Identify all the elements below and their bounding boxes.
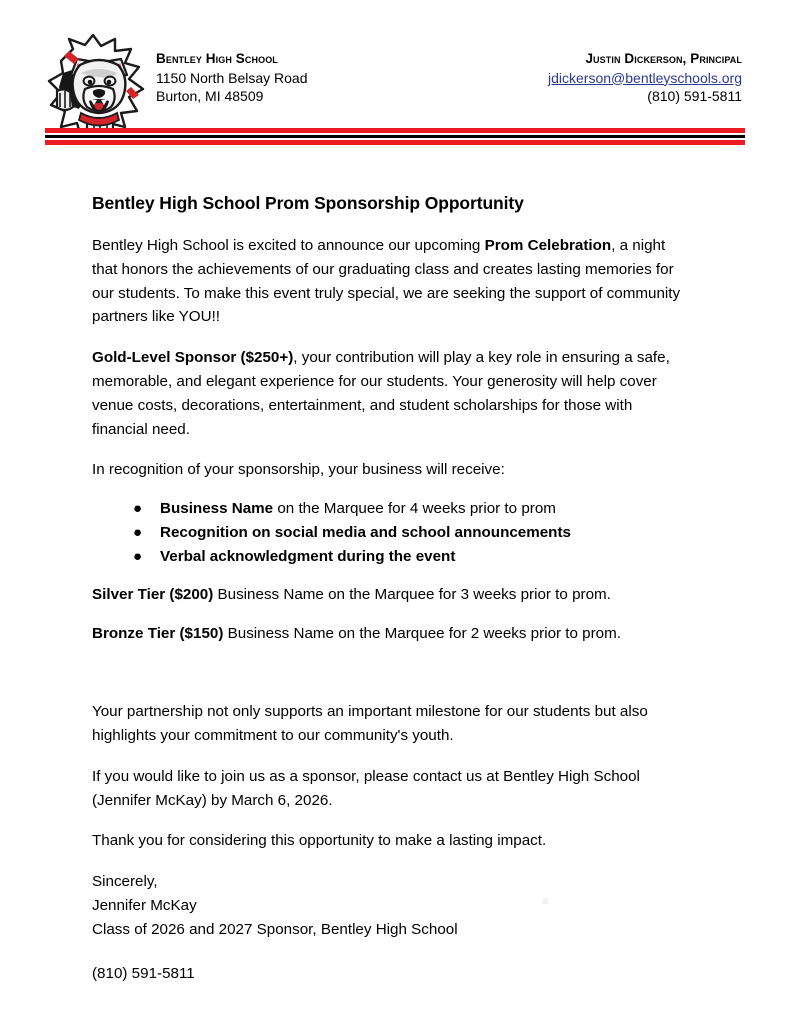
- gold-sponsor-paragraph: [92, 346, 692, 441]
- page-title: Bentley High School Prom Sponsorship Opportunity: [92, 193, 524, 213]
- list-item: [92, 497, 692, 521]
- school-address-line-1: 1150 North Belsay Road: [156, 69, 308, 86]
- signer-name: Jennifer McKay: [92, 896, 197, 914]
- bronze-tier-label: Bronze Tier ($150): [92, 625, 224, 643]
- recognition-lead: In recognition of your sponsorship, your business will receive:: [92, 461, 505, 479]
- intro-paragraph: [92, 234, 692, 329]
- silver-tier-text: Business Name on the Marquee for 3 weeks prior to prom.: [213, 585, 611, 603]
- perk-bold: Verbal acknowledgment during the event: [160, 547, 456, 565]
- gold-sponsor-text: , your contribution will play a key role in ensuring a safe, memorable, and elegant experience for our students. Your generosity will help cover venue costs, decorations, entertainment, and student scholarships for those with financial need.: [92, 349, 670, 438]
- scan-artifact: [543, 898, 548, 904]
- principal-email-link[interactable]: jdickerson@bentleyschools.org: [548, 69, 742, 86]
- bullet-icon: ●: [133, 523, 143, 541]
- signer-phone: (810) 591-5811: [92, 964, 195, 982]
- bronze-tier-text: Business Name on the Marquee for 2 weeks prior to prom.: [223, 625, 621, 643]
- intro-bold-prom-celebration: Prom Celebration: [484, 237, 612, 254]
- signoff-line: Sincerely,: [92, 873, 158, 891]
- thank-you-paragraph: Thank you for considering this opportunity to make a lasting impact.: [92, 832, 547, 850]
- letterhead: [0, 0, 789, 152]
- principal-phone: (810) 591-5811: [647, 88, 742, 104]
- section-spacer: [92, 662, 692, 700]
- perk-bold: Recognition on social media and school announcements: [160, 523, 571, 541]
- bullet-icon: ●: [133, 500, 143, 518]
- principal-contact-block: [362, 50, 742, 106]
- silver-tier-label: Silver Tier ($200): [92, 585, 214, 603]
- school-name: Bentley High School: [156, 51, 278, 66]
- sponsor-benefits-list: [92, 497, 692, 568]
- silver-tier-line: [92, 583, 692, 607]
- signer-title: Class of 2026 and 2027 Sponsor, Bentley High School: [92, 920, 458, 938]
- contact-paragraph: If you would like to join us as a sponsor, please contact us at Bentley High School (Jennifer McKay) by March 6, 2026.: [92, 767, 640, 809]
- letter-body: [92, 192, 692, 985]
- rule-red-bottom: [45, 140, 745, 145]
- letterhead-divider-rule: [45, 128, 745, 145]
- intro-text-before: Bentley High School is excited to announce our upcoming: [92, 237, 485, 254]
- bullet-icon: ●: [133, 547, 143, 565]
- principal-name: Justin Dickerson, Principal: [585, 51, 742, 66]
- list-item: [92, 545, 692, 569]
- list-item: [92, 521, 692, 545]
- gold-sponsor-label: Gold-Level Sponsor ($250+): [92, 349, 294, 367]
- bulldog-mascot-logo-icon: [47, 33, 150, 143]
- school-address-line-2: Burton, MI 48509: [156, 88, 264, 104]
- perk-rest: on the Marquee for 4 weeks prior to prom: [273, 500, 556, 518]
- signature-block: [92, 870, 692, 985]
- intro-text-after: , a night that honors the achievements of our graduating class and creates lasting memories for our students. To make this event truly special, we are seeking the support of community partners like YOU!!: [92, 237, 681, 326]
- bronze-tier-line: [92, 622, 692, 646]
- partnership-paragraph: Your partnership not only supports an important milestone for our students but also highlights your commitment to our community's youth.: [92, 703, 648, 744]
- perk-bold: Business Name: [160, 500, 274, 518]
